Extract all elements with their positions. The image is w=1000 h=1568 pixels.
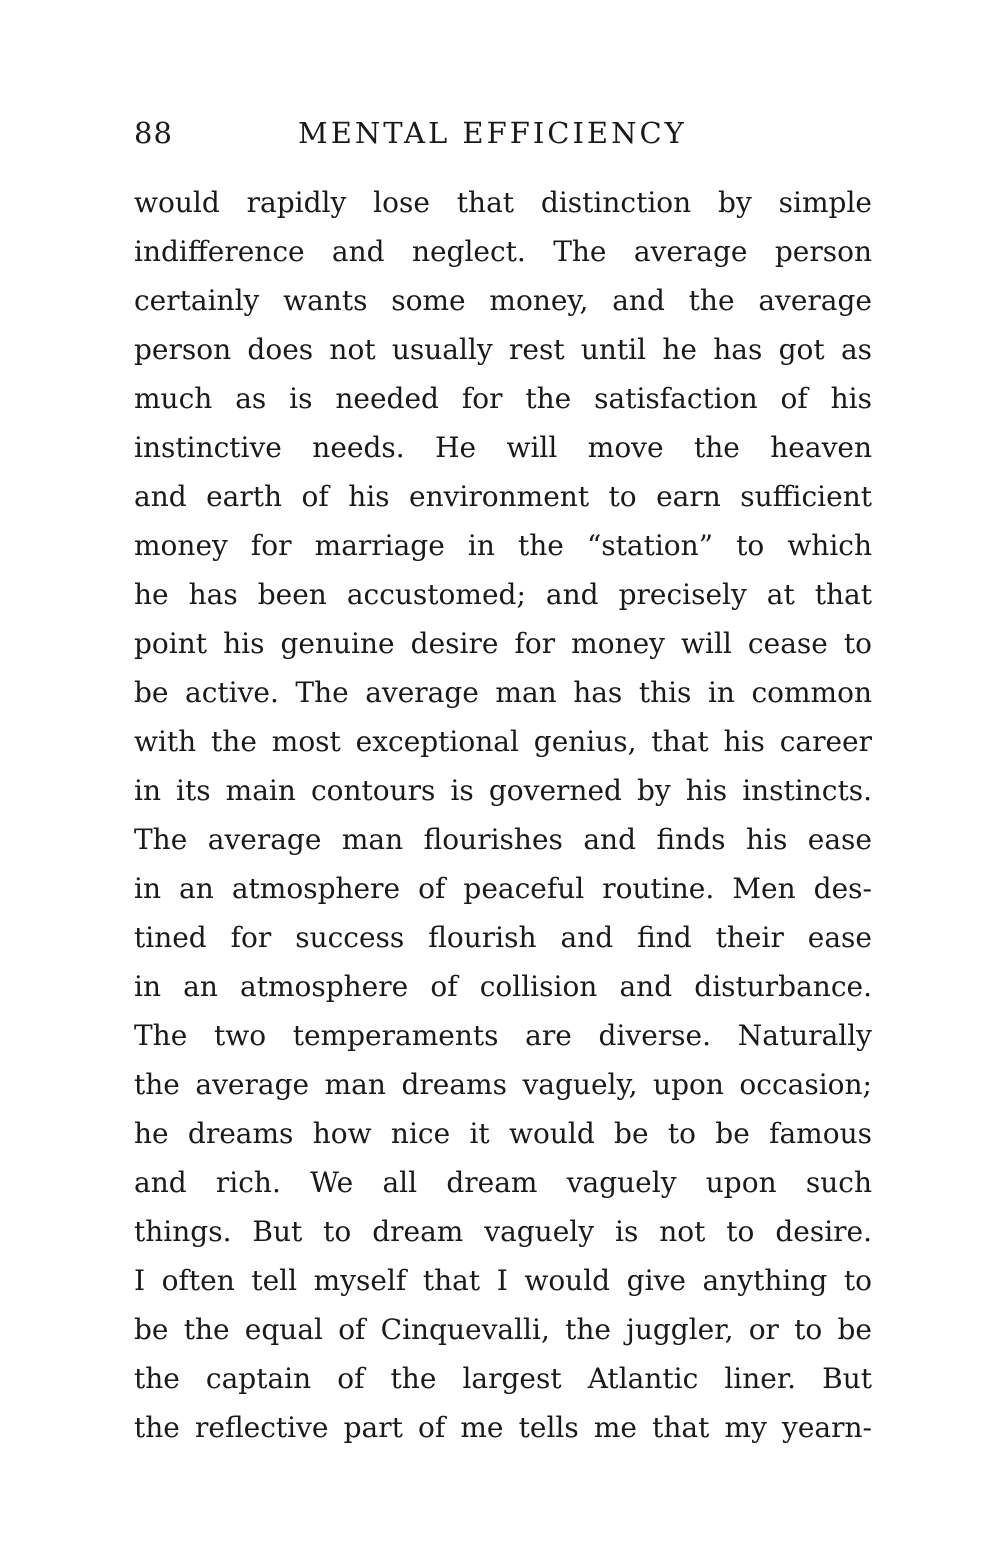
text-line: with the most exceptional genius, that his career	[134, 725, 872, 758]
text-line: and earth of his environment to earn sufficient	[134, 480, 872, 513]
running-title: MENTAL EFFICIENCY	[298, 116, 687, 150]
text-line: person does not usually rest until he has got as	[134, 333, 872, 366]
text-line: instinctive needs. He will move the heaven	[134, 431, 872, 464]
text-line: I often tell myself that I would give anything to	[134, 1264, 872, 1297]
text-line: point his genuine desire for money will cease to	[134, 627, 872, 660]
text-line: the reflective part of me tells me that my yearn-	[134, 1411, 872, 1444]
text-line: he dreams how nice it would be to be famous	[134, 1117, 872, 1150]
text-line: would rapidly lose that distinction by simple	[134, 186, 872, 219]
text-line: The two temperaments are diverse. Naturally	[134, 1019, 872, 1052]
text-line: be active. The average man has this in common	[134, 676, 872, 709]
text-line: the average man dreams vaguely, upon occasion;	[134, 1068, 872, 1101]
body-text	[134, 178, 872, 1452]
text-line: indifference and neglect. The average person	[134, 235, 872, 268]
text-line: he has been accustomed; and precisely at that	[134, 578, 872, 611]
running-head	[134, 116, 874, 160]
text-line: be the equal of Cinquevalli, the juggler, or to be	[134, 1313, 872, 1346]
text-line: in an atmosphere of collision and disturbance.	[134, 970, 872, 1003]
page-number: 88	[134, 116, 173, 150]
text-line: things. But to dream vaguely is not to desire.	[134, 1215, 872, 1248]
text-line: in its main contours is governed by his instincts.	[134, 774, 872, 807]
text-line: in an atmosphere of peaceful routine. Men des-	[134, 872, 872, 905]
text-line: The average man flourishes and finds his ease	[134, 823, 872, 856]
text-line: much as is needed for the satisfaction of his	[134, 382, 872, 415]
text-line: and rich. We all dream vaguely upon such	[134, 1166, 872, 1199]
text-line: certainly wants some money, and the average	[134, 284, 872, 317]
text-line: the captain of the largest Atlantic liner. But	[134, 1362, 872, 1395]
text-line: money for marriage in the “station” to which	[134, 529, 872, 562]
text-line: tined for success flourish and find their ease	[134, 921, 872, 954]
